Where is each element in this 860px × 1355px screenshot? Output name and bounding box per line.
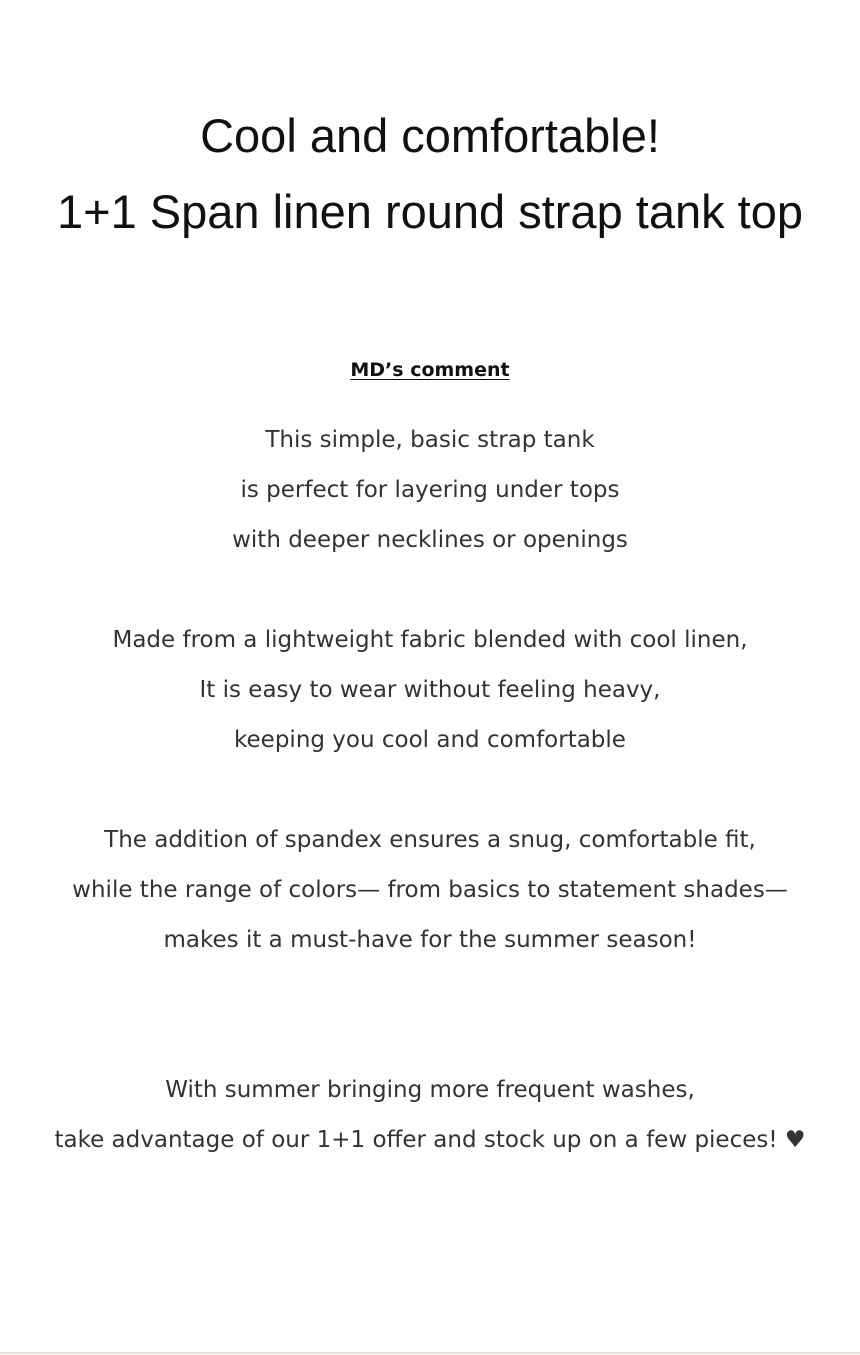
paragraph-3-line-2: while the range of colors— from basics to statement shades— bbox=[72, 877, 788, 903]
product-title-line-1: Cool and comfortable! bbox=[200, 109, 660, 162]
bottom-divider bbox=[0, 1352, 860, 1354]
paragraph-1-line-3: with deeper necklines or openings bbox=[232, 527, 628, 553]
paragraph-3-line-3: makes it a must-have for the summer season! bbox=[163, 927, 697, 953]
paragraph-1-line-1: This simple, basic strap tank bbox=[265, 427, 595, 453]
paragraph-2-line-1: Made from a lightweight fabric blended with cool linen, bbox=[112, 627, 748, 653]
md-comment-heading-text: MD’s comment bbox=[350, 359, 510, 381]
paragraph-1-line-2: is perfect for layering under tops bbox=[240, 477, 620, 503]
md-comment-heading bbox=[0, 356, 860, 384]
paragraph-2-line-2: It is easy to wear without feeling heavy, bbox=[199, 677, 661, 703]
paragraph-4-line-1: With summer bringing more frequent washes, bbox=[165, 1077, 695, 1103]
product-title-line-2: 1+1 Span linen round strap tank top bbox=[56, 185, 803, 238]
paragraph-3-line-1: The addition of spandex ensures a snug, comfortable fit, bbox=[104, 827, 756, 853]
paragraph-4-line-2: take advantage of our 1+1 offer and stock up on a few pieces! ♥ bbox=[54, 1127, 806, 1153]
paragraph-2-line-3: keeping you cool and comfortable bbox=[234, 727, 626, 753]
